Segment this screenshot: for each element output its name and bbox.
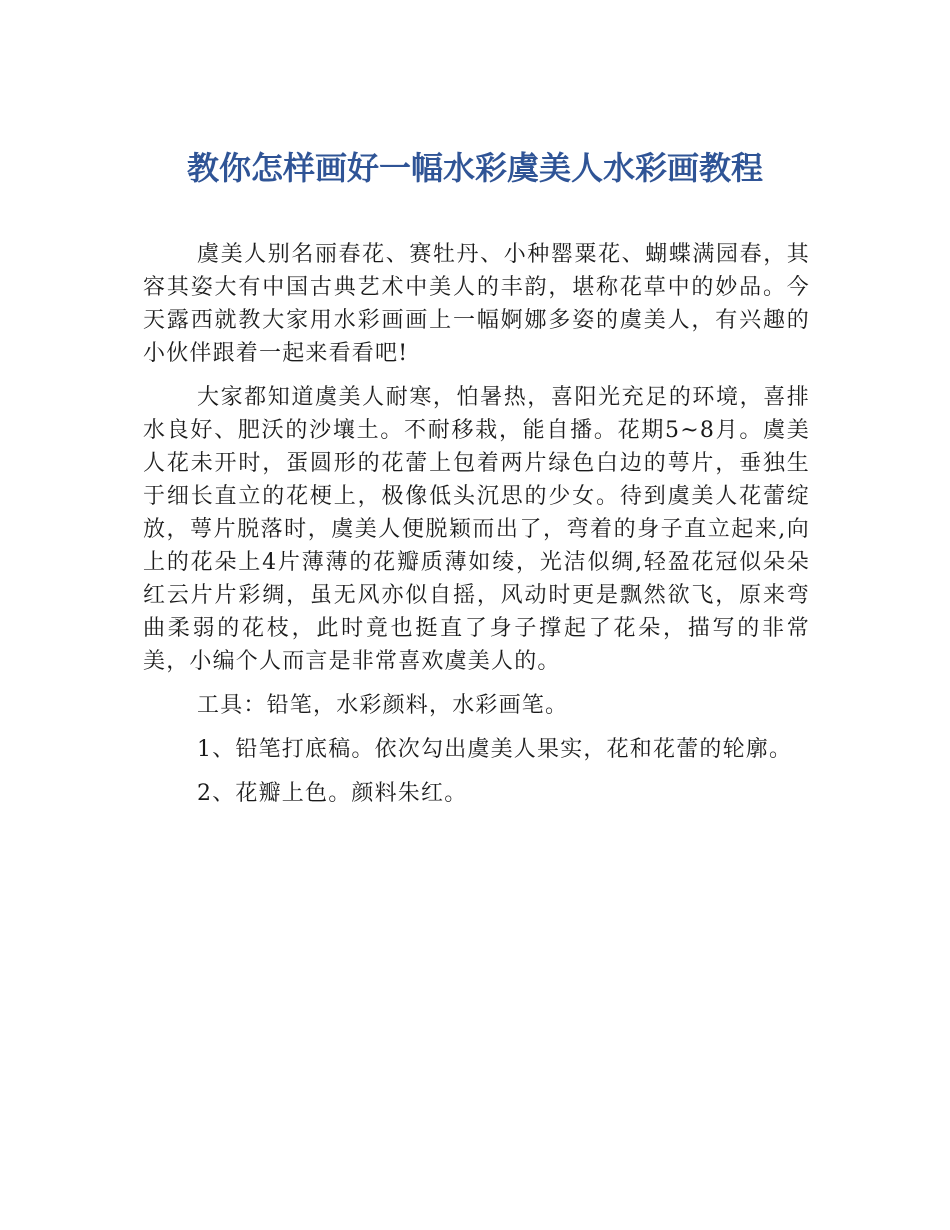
paragraph-step-2: 2、花瓣上色。颜料朱红。: [197, 781, 468, 806]
paragraph-step-1: 1、铅笔打底稿。依次勾出虞美人果实，花和花蕾的轮廓。: [197, 737, 793, 762]
document-body: [143, 238, 810, 821]
paragraph-intro: 虞美人别名丽春花、赛牡丹、小种罂粟花、蝴蝶满园春，其容其姿大有中国古典艺术中美人的丰韵，堪称花草中的妙品。今天露西就教大家用水彩画画上一幅婀娜多姿的虞美人，有兴趣的小伙伴跟着一起来看看吧!: [143, 242, 810, 366]
document-title: 教你怎样画好一幅水彩虞美人水彩画教程: [186, 149, 763, 187]
paragraph-description: 大家都知道虞美人耐寒，怕暑热，喜阳光充足的环境，喜排水良好、肥沃的沙壤土。不耐移栽，能自播。花期5~8月。虞美人花未开时，蛋圆形的花蕾上包着两片绿色白边的萼片，垂独生于细长直立的花梗上，极像低头沉思的少女。待到虞美人花蕾绽放，萼片脱落时，虞美人便脱颖而出了，弯着的身子直立起来,向上的花朵上4片薄薄的花瓣质薄如绫，光洁似绸,轻盈花冠似朵朵红云片片彩绸，虽无风亦似自摇，风动时更是飘然欲飞，原来弯曲柔弱的花枝，此时竟也挺直了身子撑起了花朵，描写的非常美，小编个人而言是非常喜欢虞美人的。: [143, 385, 810, 674]
paragraph-tools: 工具：铅笔，水彩颜料，水彩画笔。: [197, 693, 569, 718]
